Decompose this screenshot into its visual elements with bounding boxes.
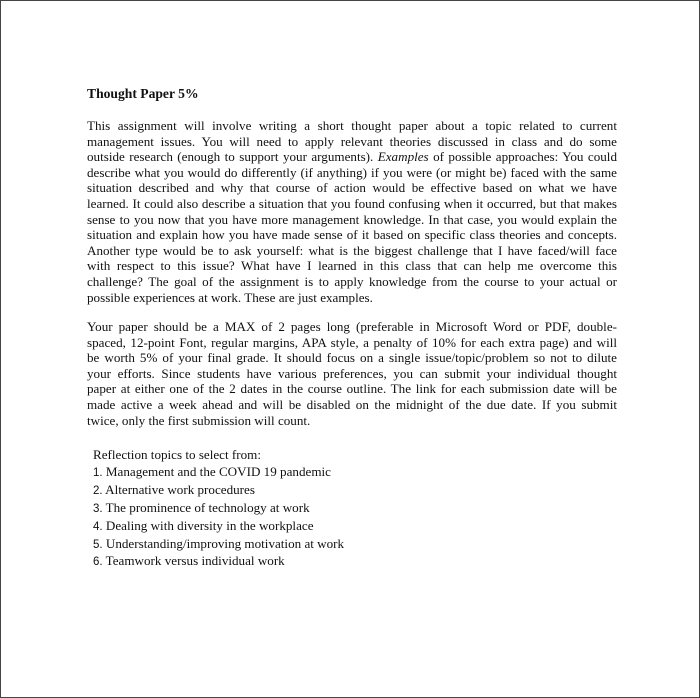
emphasis-examples: Examples [377,149,429,165]
topic-number: 5. [93,538,103,551]
paragraph-line: be worth 5% of your final grade. It should focus on a single issue/topic/problem so not to dilute [87,350,617,366]
paragraph-line: twice, only the first submission will count. [87,412,311,428]
topic-text: The prominence of technology at work [105,499,310,515]
document-title: Thought Paper 5% [87,86,199,101]
paragraph-line: situation and explain how you have made sense of it based on specific class theories and concepts. [87,227,617,243]
paragraph-line: situation described and why that course of action would be effective based on what we have [87,180,617,196]
paragraph-line: challenge? The goal of the assignment is to apply knowledge from the course to your actual or [87,273,617,289]
paragraph-line: learned. It could also describe a situation that you found confusing when it occurred, but that makes [87,195,617,211]
paragraph-line: possible experiences at work. These are just examples. [87,289,373,305]
paragraph-line: management issues. You will need to apply relevant theories discussed in class and do some [87,133,617,149]
topic-number: 1. [93,466,103,479]
topic-text: Understanding/improving motivation at work [105,535,345,551]
paragraph-text: outside research (enough to support your arguments). [87,149,378,165]
topic-text: Management and the COVID 19 pandemic [105,463,331,479]
reflection-topics [93,447,344,571]
paragraph-line: sense to you now that you have more management knowledge. In that case, you would explain the [87,211,617,227]
topic-item [93,500,344,518]
topic-item [93,482,344,500]
paragraph-text: of possible approaches: You could [428,149,617,165]
topic-text: Teamwork versus individual work [105,553,285,569]
paragraph-line: Your paper should be a MAX of 2 pages long (preferable in Microsoft Word or PDF, double- [87,319,617,334]
topic-text: Dealing with diversity in the workplace [105,517,314,533]
topic-number: 6. [93,556,103,569]
paragraph-line: describe what you would do differently (if anything) if you were (or might be) faced with the same [87,164,617,180]
paragraph-line: This assignment will involve writing a short thought paper about a topic related to current [87,118,617,133]
paragraph-line: your efforts. Since students have various preferences, you can submit your individual thought [87,365,617,381]
paragraph-line [87,149,617,165]
topic-item [93,553,344,571]
topic-list [93,464,344,571]
assignment-description-paragraph [87,118,617,305]
topic-item [93,536,344,554]
paragraph-line: Another type would be to ask yourself: what is the biggest challenge that I have faced/will face [87,242,617,258]
topic-item [93,464,344,482]
topic-number: 4. [93,520,103,533]
topic-number: 3. [93,502,103,515]
paragraph-line: made active a week ahead and will be disabled on the midnight of the due date. If you submit [87,396,617,412]
paragraph-line: paper at either one of the 2 dates in the course outline. The link for each submission date will be [87,381,617,397]
submission-requirements-paragraph [87,319,617,428]
topic-number: 2. [93,484,103,497]
reflection-heading: Reflection topics to select from: [93,447,261,462]
paragraph-line: spaced, 12-point Font, regular margins, APA style, a penalty of 10% for each extra page) and will [87,334,617,350]
topic-item [93,518,344,536]
paragraph-line: with respect to this issue? What have I learned in this class that can help me overcome this [87,258,617,274]
topic-text: Alternative work procedures [105,481,255,497]
